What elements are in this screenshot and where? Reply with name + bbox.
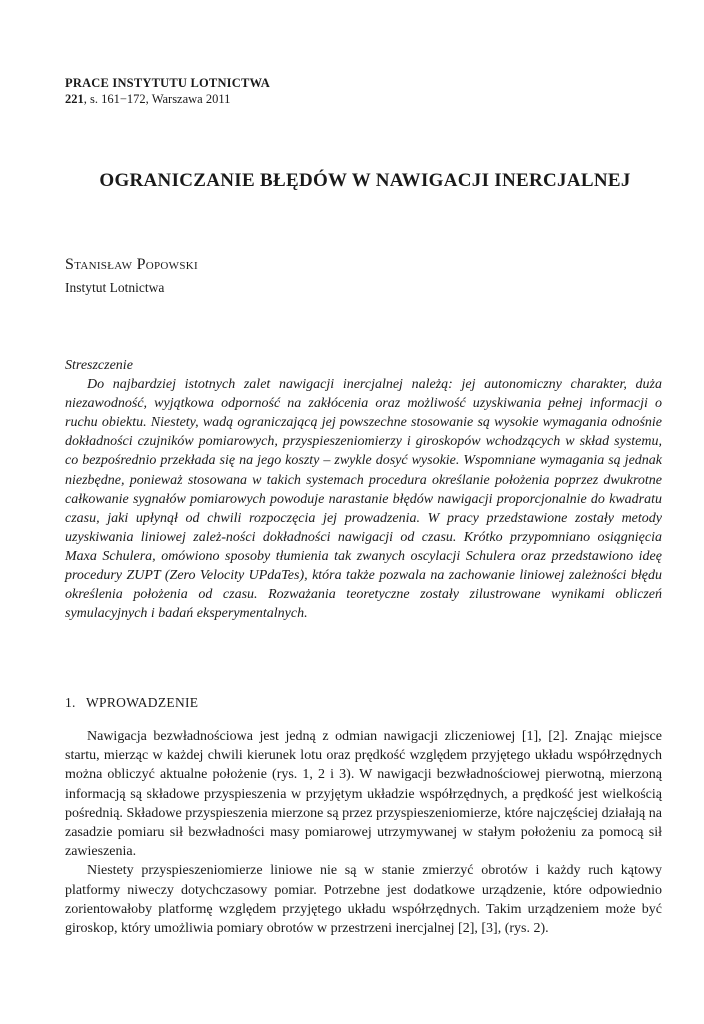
section-number: 1. [65, 695, 76, 710]
section-body [65, 727, 662, 938]
abstract-label: Streszczenie [65, 358, 133, 373]
paragraph: Nawigacja bezwładnościowa jest jedną z odmian nawigacji zliczeniowej [1], [2]. Znając miejsce startu, mierząc w każdej chwili kierunek lotu oraz prędkość względem przyjętego układu współrzędnych można obliczyć aktualne położenie (rys. 1, 2 i 3). W nawigacji bezwładnościowej pierwotną, mierzoną informacją są składowe przyspieszenia w przyjętym układzie współrzędnych, a prędkość jest wielkością pośrednią. Składowe przyspieszenia mierzone są przez przyspieszeniomierze, które najczęściej działają na zasadzie pomiaru sił bezwładności masy pomiarowej utrzymywanej w stałym położeniu za pomocą sił zawieszenia. [65, 729, 662, 860]
journal-citation [65, 91, 270, 107]
abstract [65, 356, 662, 623]
journal-volume: 221 [65, 92, 84, 106]
abstract-text: Do najbardziej istotnych zalet nawigacji inercjalnej należą: jej autonomiczny charakter, duża niezawodność, wyjątkowa odporność na zakłócenia oraz możliwość uzyskiwania pełnej informacji o ruchu obiektu. Niestety, wadą ograniczającą jej powszechne stosowanie są wysokie wymagania odnośnie dokładności czujników pomiarowych, przyspieszeniomierzy i giroskopów wchodzących w skład systemu, co bezpośrednio przekłada się na jego koszty – zwykle dosyć wysokie. Wspomniane wymagania są jednak niezbędne, ponieważ stosowana w takich systemach procedura określanie położenia poprzez dwukrotne całkowanie sygnałów pomiarowych powoduje narastanie błędów nawigacji proporcjonalnie do kwadratu czasu, jaki upłynął od chwili rozpoczęcia jej prowadzenia. W pracy przedstawione zostały metody uzyskiwania liniowej zależ-ności dokładności nawigacji od czasu. Krótko przypomniano osiągnięcia Maxa Schulera, omówiono sposoby tłumienia tak zwanych oscylacji Schulera oraz przedstawiono ideę procedury ZUPT (Zero Velocity UPdaTes), która także pozwala na zachowanie liniowej zależności błędu określenia położenia od czasu. Rozważania teoretyczne zostały zilustrowane wynikami obliczeń symulacyjnych i badań eksperymentalnych. [65, 377, 662, 622]
journal-name: PRACE INSTYTUTU LOTNICTWA [65, 76, 271, 90]
section-title: WPROWADZENIE [86, 695, 199, 710]
author-name: Stanisław Popowski [65, 256, 198, 273]
paper-title: OGRANICZANIE BŁĘDÓW W NAWIGACJI INERCJALNEJ [99, 170, 631, 191]
section-heading [65, 695, 198, 711]
journal-header [65, 75, 270, 107]
journal-details: , s. 161−172, Warszawa 2011 [83, 92, 231, 106]
author-affiliation: Instytut Lotnictwa [65, 280, 165, 295]
paragraph: Niestety przyspieszeniomierze liniowe nie są w stanie zmierzyć obrotów i każdy ruch kątowy platformy niweczy dotychczasowy pomiar. Potrzebne jest dodatkowe urządzenie, które odpowiednio zorientowałoby platformę względem przyjętego układu współrzędnych. Takim urządzeniem może być giroskop, który umożliwia pomiary obrotów w przestrzeni inercjalnej [2], [3], (rys. 2). [65, 863, 662, 937]
